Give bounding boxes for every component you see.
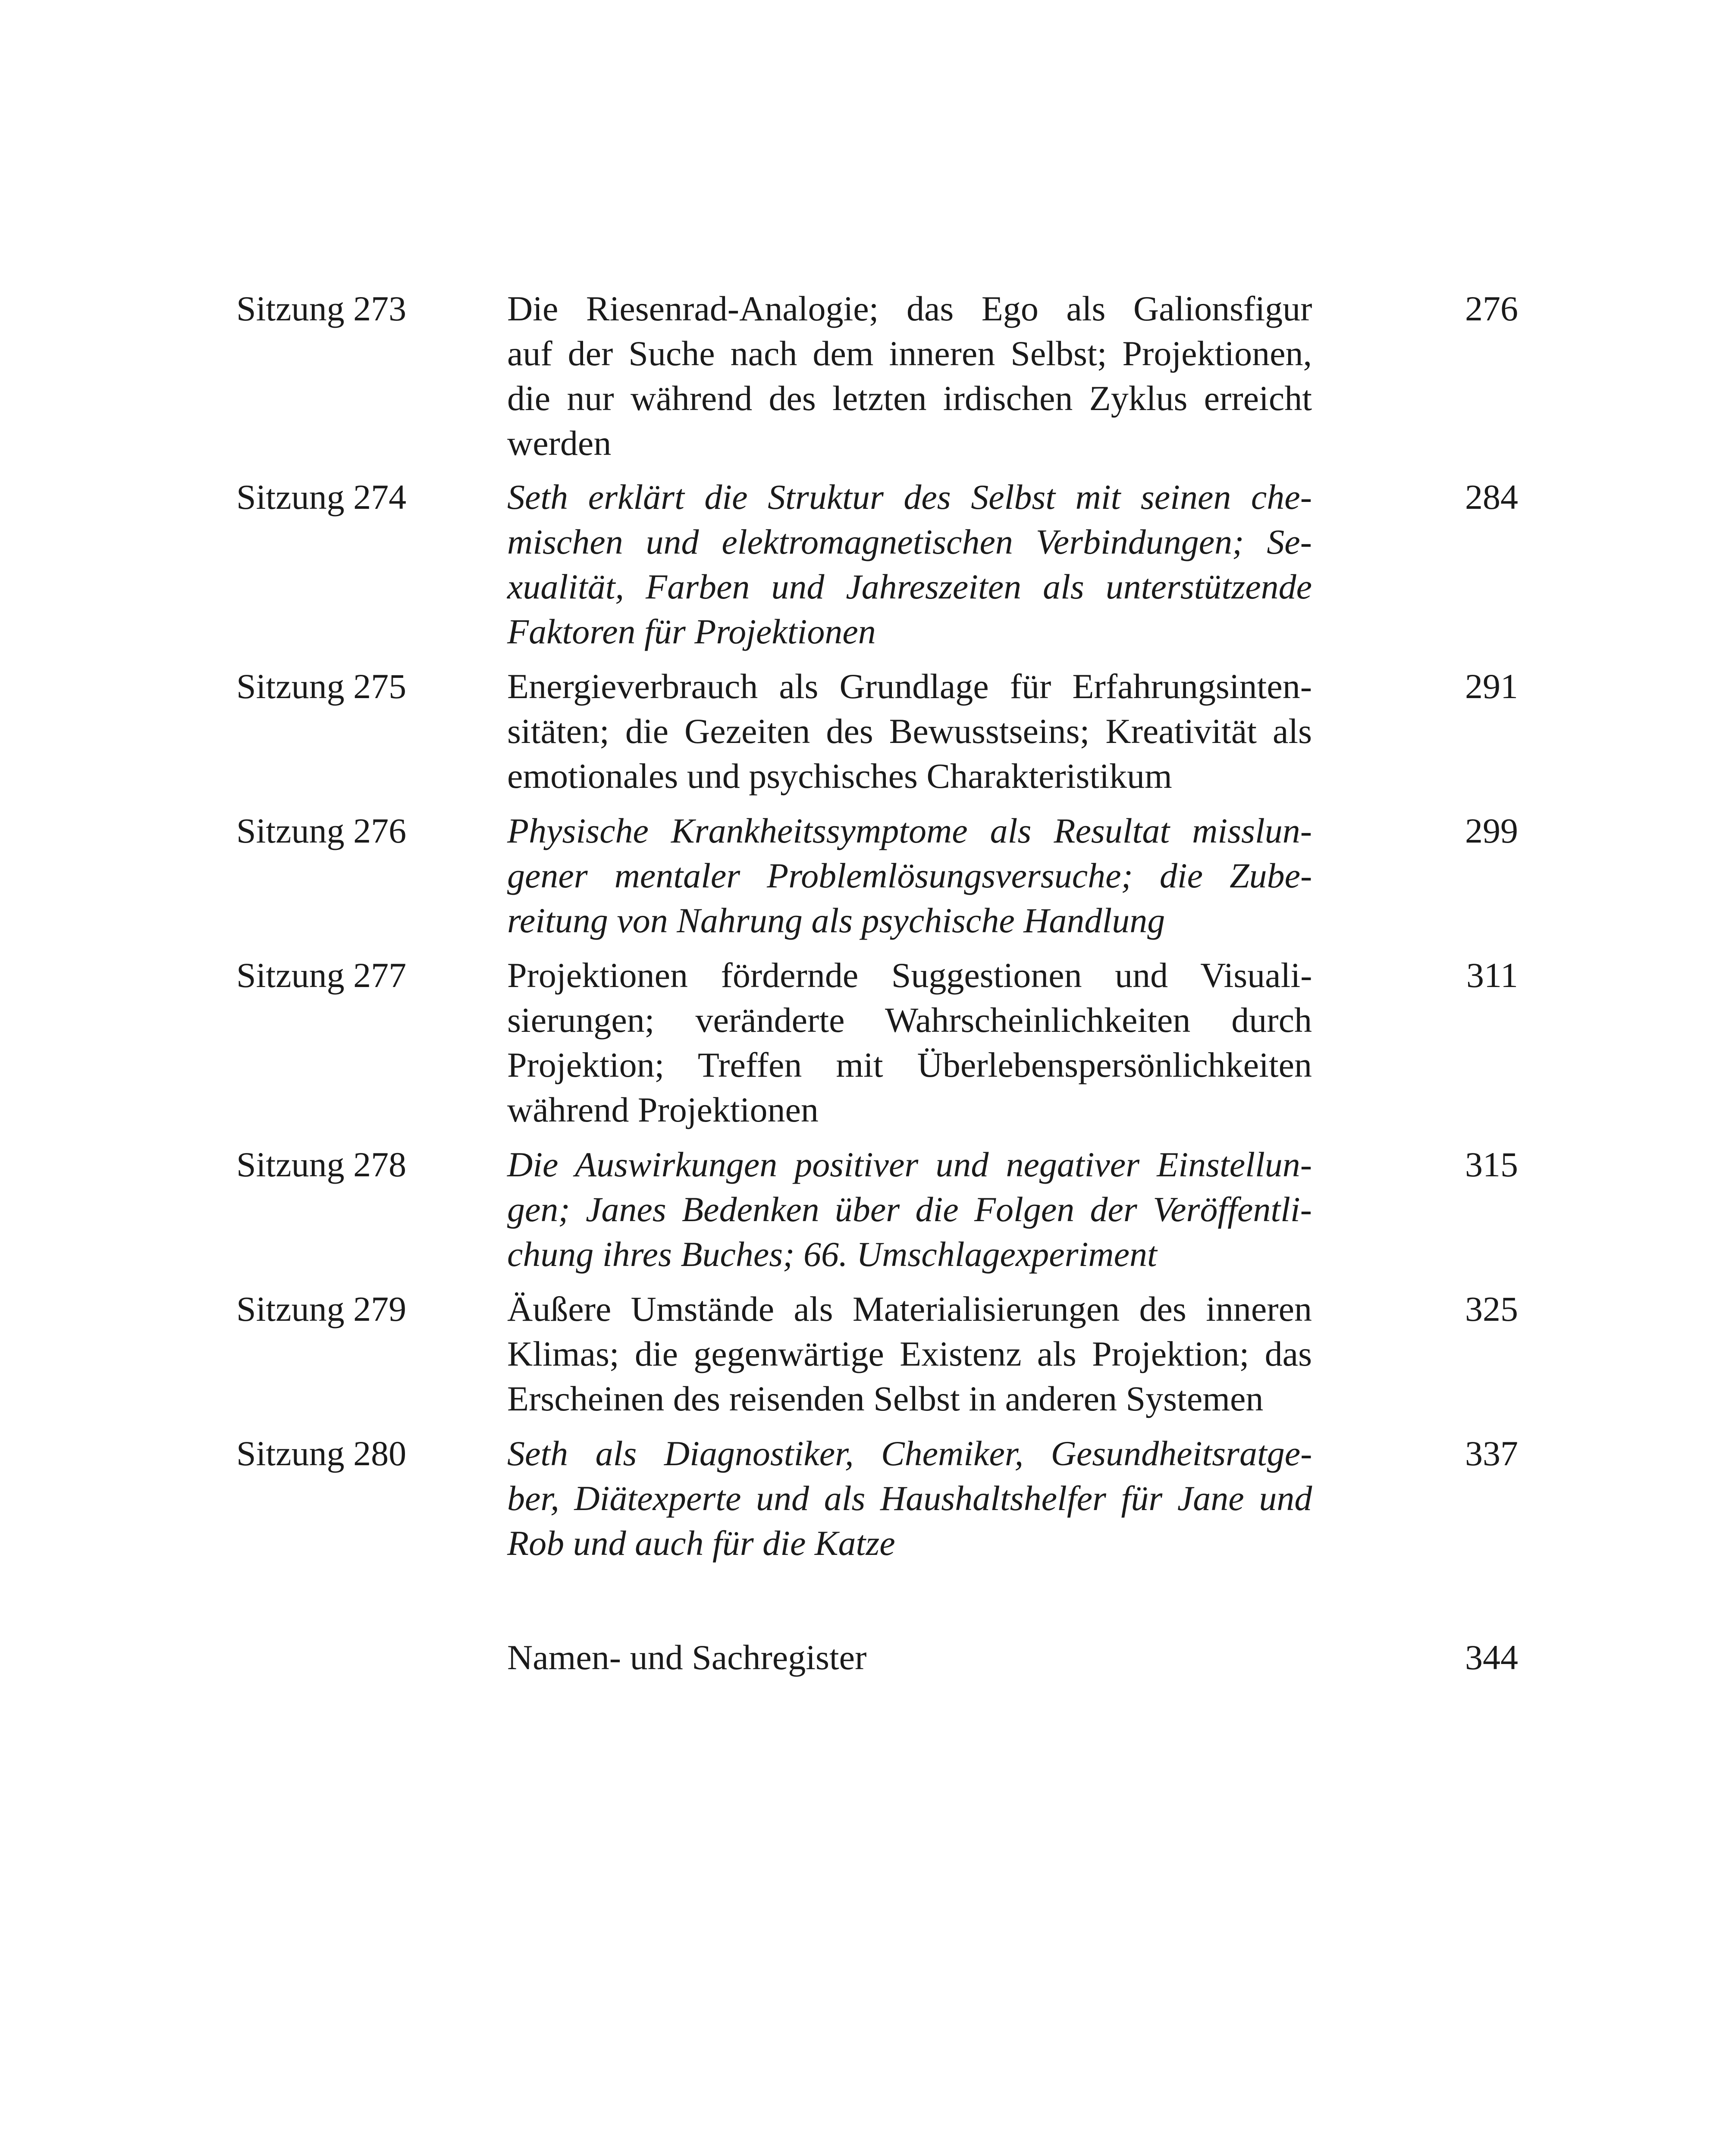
description-line: Projektion; Treffen mit Überlebenspersönlichkeiten — [507, 1045, 1312, 1084]
entry-description — [507, 1431, 1312, 1566]
session-label: Sitzung 280 — [236, 1434, 407, 1473]
description-line: gen; Janes Bedenken über die Folgen der Veröffentli- — [507, 1190, 1312, 1229]
index-label — [507, 1635, 1312, 1680]
entry-description — [507, 808, 1312, 943]
session-label: Sitzung 279 — [236, 1289, 407, 1329]
page-number: 344 — [1465, 1638, 1518, 1677]
description-line: sitäten; die Gezeiten des Bewusstseins; Kreativität als — [507, 711, 1312, 751]
entry-description — [507, 1142, 1312, 1277]
session-label: Sitzung 277 — [236, 956, 407, 995]
session-label: Sitzung 278 — [236, 1145, 407, 1184]
description-line: Rob und auch für die Katze — [507, 1523, 895, 1563]
description-line: Energieverbrauch als Grundlage für Erfahrungsinten- — [507, 667, 1312, 706]
description-line: Seth als Diagnostiker, Chemiker, Gesundheitsratge- — [507, 1434, 1312, 1473]
description-line: chung ihres Buches; 66. Umschlagexperiment — [507, 1235, 1157, 1274]
page-number: 291 — [1465, 667, 1518, 706]
description-line: xualität, Farben und Jahreszeiten als unterstützende — [507, 567, 1312, 606]
page-number: 337 — [1465, 1434, 1518, 1473]
page-number: 299 — [1465, 811, 1518, 850]
page-number: 311 — [1466, 956, 1518, 995]
entry-description — [507, 953, 1312, 1132]
description-line: emotionales und psychisches Charakteristikum — [507, 756, 1172, 796]
description-line: Klimas; die gegenwärtige Existenz als Projektion; das — [507, 1334, 1312, 1373]
description-line: Äußere Umstände als Materialisierungen des inneren — [507, 1289, 1312, 1329]
entry-description — [507, 286, 1312, 466]
description-line: Die Auswirkungen positiver und negativer Einstellun- — [507, 1145, 1312, 1184]
page-number: 325 — [1465, 1289, 1518, 1329]
description-line: mischen und elektromagnetischen Verbindungen; Se- — [507, 522, 1312, 561]
description-line: reitung von Nahrung als psychische Handlung — [507, 901, 1165, 940]
description-line: Physische Krankheitssymptome als Resultat misslun- — [507, 811, 1312, 850]
description-line: Faktoren für Projektionen — [507, 612, 876, 651]
description-line: während Projektionen — [507, 1090, 819, 1129]
description-line: die nur während des letzten irdischen Zyklus erreicht — [507, 379, 1312, 418]
description-line: ber, Diätexperte und als Haushaltshelfer für Jane und — [507, 1479, 1312, 1518]
session-label: Sitzung 275 — [236, 667, 407, 706]
session-label: Sitzung 273 — [236, 289, 407, 328]
description-line: sierungen; veränderte Wahrscheinlichkeiten durch — [507, 1000, 1312, 1040]
entry-description — [507, 664, 1312, 799]
description-line: Die Riesenrad-Analogie; das Ego als Galionsfigur — [507, 289, 1312, 328]
description-line: Namen- und Sachregister — [507, 1638, 867, 1677]
description-line: auf der Suche nach dem inneren Selbst; Projektionen, — [507, 334, 1312, 373]
description-line: Projektionen fördernde Suggestionen und Visuali- — [507, 956, 1312, 995]
description-line: Seth erklärt die Struktur des Selbst mit seinen che- — [507, 477, 1312, 517]
session-label: Sitzung 276 — [236, 811, 407, 850]
description-line: werden — [507, 423, 612, 463]
entry-description — [507, 475, 1312, 654]
page-number: 276 — [1465, 289, 1518, 328]
description-line: gener mentaler Problemlösungsversuche; die Zube- — [507, 856, 1312, 895]
page-number: 284 — [1465, 477, 1518, 517]
description-line: Erscheinen des reisenden Selbst in anderen Systemen — [507, 1379, 1264, 1418]
session-label: Sitzung 274 — [236, 477, 407, 517]
page-number: 315 — [1465, 1145, 1518, 1184]
entry-description — [507, 1287, 1312, 1421]
